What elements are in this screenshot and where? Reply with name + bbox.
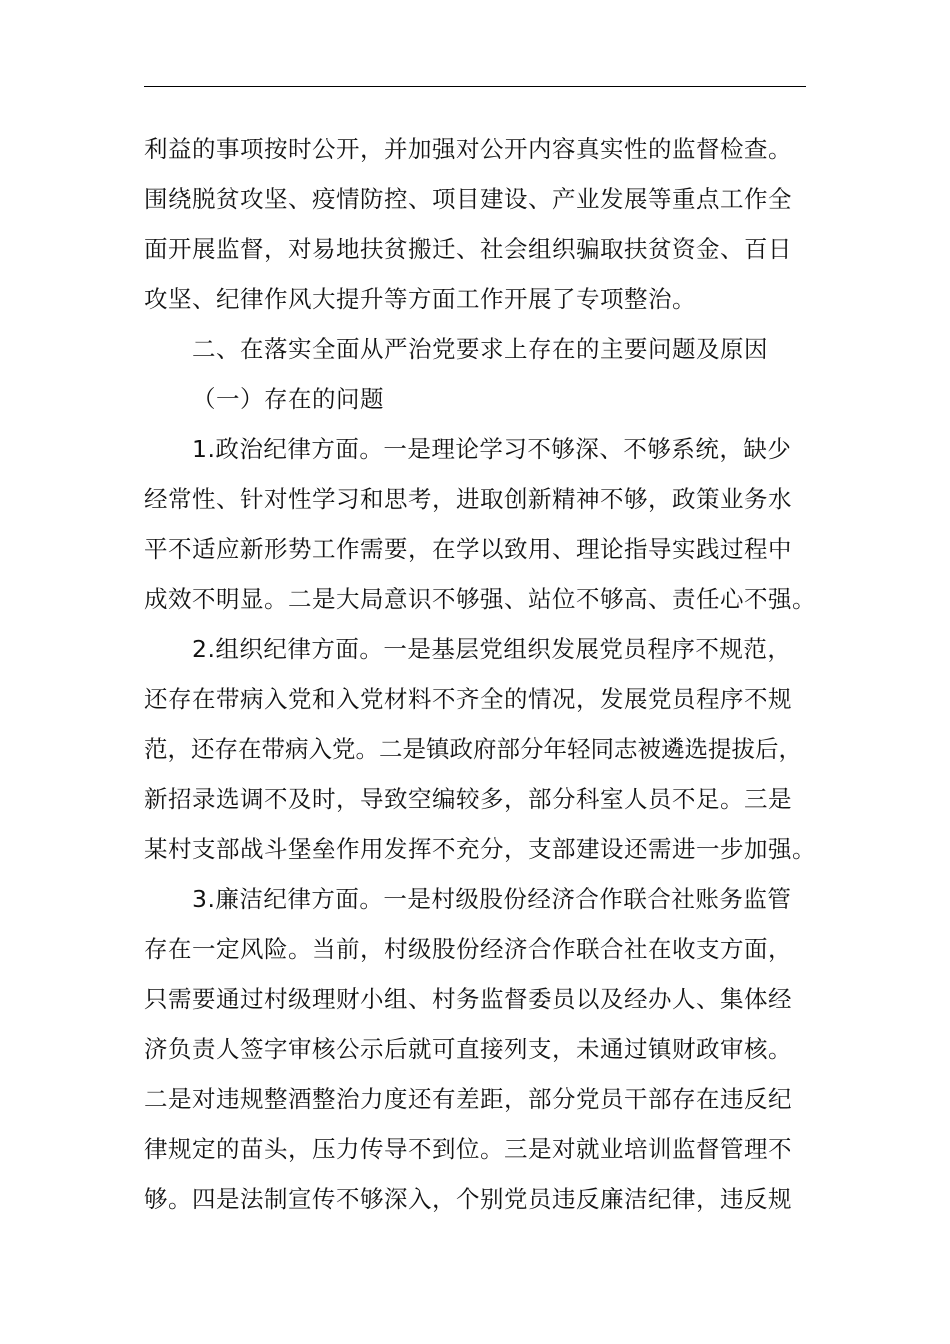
text-line: 平不适应新形势工作需要，在学以致用、理论指导实践过程中 <box>144 535 792 563</box>
text-line: 律规定的苗头，压力传导不到位。三是对就业培训监督管理不 <box>144 1135 792 1163</box>
subsection-heading: （一）存在的问题 <box>192 385 384 413</box>
text-line: 够。四是法制宣传不够深入，个别党员违反廉洁纪律，违反规 <box>144 1185 792 1213</box>
header-rule <box>144 86 806 87</box>
text-line: 成效不明显。二是大局意识不够强、站位不够高、责任心不强。 <box>144 585 816 613</box>
text-line: 新招录选调不及时，导致空编较多，部分科室人员不足。三是 <box>144 785 792 813</box>
text-line: 面开展监督，对易地扶贫搬迁、社会组织骗取扶贫资金、百日 <box>144 235 792 263</box>
text-line: 经常性、针对性学习和思考，进取创新精神不够，政策业务水 <box>144 485 792 513</box>
text-line: 2.组织纪律方面。一是基层党组织发展党员程序不规范， <box>192 635 792 663</box>
text-line: 范，还存在带病入党。二是镇政府部分年轻同志被遴选提拔后， <box>144 735 802 763</box>
text-line: 存在一定风险。当前，村级股份经济合作联合社在收支方面， <box>144 935 792 963</box>
text-line: 围绕脱贫攻坚、疫情防控、项目建设、产业发展等重点工作全 <box>144 185 792 213</box>
text-line: 攻坚、纪律作风大提升等方面工作开展了专项整治。 <box>144 285 696 313</box>
text-line: 利益的事项按时公开，并加强对公开内容真实性的监督检查。 <box>144 135 792 163</box>
section-heading: 二、在落实全面从严治党要求上存在的主要问题及原因 <box>192 335 768 363</box>
text-line: 某村支部战斗堡垒作用发挥不充分，支部建设还需进一步加强。 <box>144 835 816 863</box>
text-line: 只需要通过村级理财小组、村务监督委员以及经办人、集体经 <box>144 985 792 1013</box>
text-line: 1.政治纪律方面。一是理论学习不够深、不够系统，缺少 <box>192 435 792 463</box>
text-line: 二是对违规整酒整治力度还有差距，部分党员干部存在违反纪 <box>144 1085 792 1113</box>
text-line: 济负责人签字审核公示后就可直接列支，未通过镇财政审核。 <box>144 1035 792 1063</box>
text-line: 3.廉洁纪律方面。一是村级股份经济合作联合社账务监管 <box>192 885 792 913</box>
text-line: 还存在带病入党和入党材料不齐全的情况，发展党员程序不规 <box>144 685 792 713</box>
